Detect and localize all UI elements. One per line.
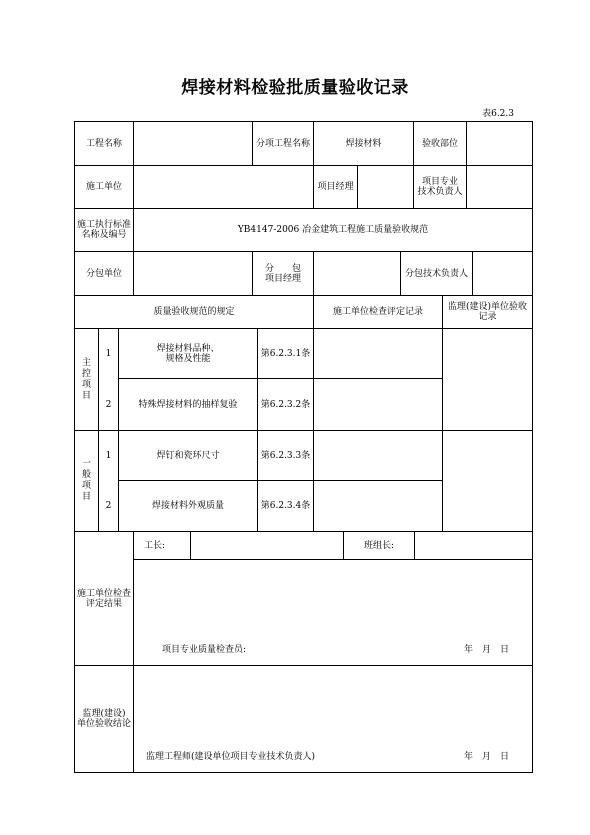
main-control-char: 控 (81, 368, 91, 379)
team-leader-value[interactable] (415, 532, 532, 559)
sub-manager-label-line1: 分 包 (264, 263, 301, 274)
standard-label-line2: 名称及编号 (81, 230, 127, 240)
sub-manager-label (253, 252, 313, 295)
contractor-value[interactable] (134, 166, 313, 208)
supervisor-record-header-line2: 记录 (478, 312, 497, 322)
page-title: 焊接材料检验批质量验收记录 (181, 78, 409, 98)
contractor-result-label-line2: 评定结果 (85, 598, 122, 609)
project-manager-value[interactable] (358, 166, 413, 208)
supervisor-record-header (443, 296, 532, 328)
supervisor-record-header-line1: 监理(建设)单位验收 (447, 302, 528, 312)
sub-manager-value[interactable] (314, 252, 400, 295)
general-char: 一 (81, 459, 91, 469)
tech-lead-label (414, 166, 466, 208)
engineer-label: 监理工程师(建设单位项目专业技术负责人) (146, 752, 316, 762)
contractor-result-label-line1: 施工单位检查 (76, 588, 131, 599)
supervisor-result-label (75, 666, 133, 772)
item-contractor-record[interactable] (314, 379, 442, 430)
subproject-value: 焊接材料 (345, 138, 382, 149)
item-number: 2 (105, 501, 112, 511)
foreman-value[interactable] (191, 532, 343, 559)
standard-label (75, 209, 133, 251)
supervisor-result-label-line1: 监理(建设) (82, 709, 126, 719)
contractor-date-label: 年 月 日 (464, 645, 510, 655)
supervisor-result-label-line2: 单位验收结论 (76, 719, 131, 729)
item-contractor-record[interactable] (314, 481, 442, 531)
general-supervisor-record[interactable] (443, 431, 532, 531)
acceptance-part-value[interactable] (467, 122, 532, 165)
item-number: 2 (105, 399, 112, 410)
foreman-label: 工长: (144, 540, 166, 551)
supervisor-result-content[interactable] (134, 666, 532, 742)
item-contractor-record[interactable] (314, 431, 442, 480)
item-clause: 第6.2.3.3条 (260, 450, 311, 461)
item-name-line2: 规格及性能 (165, 353, 211, 364)
item-name: 焊钉和瓷环尺寸 (156, 450, 220, 461)
tech-lead-value[interactable] (467, 166, 532, 208)
item-name: 焊接材料外观质量 (151, 501, 224, 511)
project-manager-label: 项目经理 (317, 182, 354, 192)
spec-column-header: 质量验收规范的规定 (153, 307, 235, 317)
main-control-supervisor-record[interactable] (443, 329, 532, 430)
main-control-group-label (75, 329, 98, 430)
tech-lead-label-line2: 技术负责人 (417, 187, 463, 197)
general-char: 项 (81, 481, 91, 491)
subcontractor-label: 分包单位 (85, 268, 122, 279)
sub-tech-lead-value[interactable] (473, 252, 532, 295)
contractor-result-label (75, 532, 133, 665)
sub-tech-lead-label: 分包技术负责人 (404, 268, 468, 279)
standard-value: YB4147-2006 冶金建筑工程施工质量验收规范 (237, 225, 429, 235)
general-group-label (75, 431, 98, 531)
item-clause: 第6.2.3.1条 (260, 348, 311, 359)
standard-label-line1: 施工执行标准 (76, 220, 131, 230)
main-control-char: 目 (81, 390, 91, 401)
table-border-right (532, 121, 533, 773)
item-number: 1 (105, 450, 112, 461)
item-clause: 第6.2.3.2条 (260, 399, 311, 410)
contractor-label: 施工单位 (85, 182, 122, 192)
table-code: 表6.2.3 (482, 109, 514, 119)
item-name-line1: 焊接材料品种、 (156, 343, 220, 354)
item-contractor-record[interactable] (314, 329, 442, 378)
supervisor-date-label: 年 月 日 (464, 752, 510, 762)
project-name-label: 工程名称 (85, 138, 122, 149)
subproject-label: 分项工程名称 (255, 138, 310, 149)
contractor-result-content[interactable] (134, 560, 532, 638)
team-leader-label: 班组长: (363, 540, 395, 551)
tech-lead-label-line1: 项目专业 (421, 177, 458, 187)
item-name: 特殊焊接材料的抽样复验 (138, 399, 238, 410)
sub-manager-label-line2: 项目经理 (264, 273, 301, 284)
contractor-record-header: 施工单位检查评定记录 (332, 307, 423, 317)
main-control-char: 项 (81, 379, 91, 390)
table-border-bottom (74, 772, 533, 773)
project-name-value[interactable] (134, 122, 252, 165)
item-clause: 第6.2.3.4条 (260, 501, 311, 511)
subcontractor-value[interactable] (134, 252, 252, 295)
general-char: 般 (81, 470, 91, 480)
item-number: 1 (105, 348, 112, 359)
main-control-char: 主 (81, 357, 91, 368)
acceptance-part-label: 验收部位 (421, 138, 458, 149)
general-char: 目 (81, 492, 91, 502)
inspector-label: 项目专业质量检查员: (162, 645, 247, 655)
item-name (119, 329, 257, 378)
